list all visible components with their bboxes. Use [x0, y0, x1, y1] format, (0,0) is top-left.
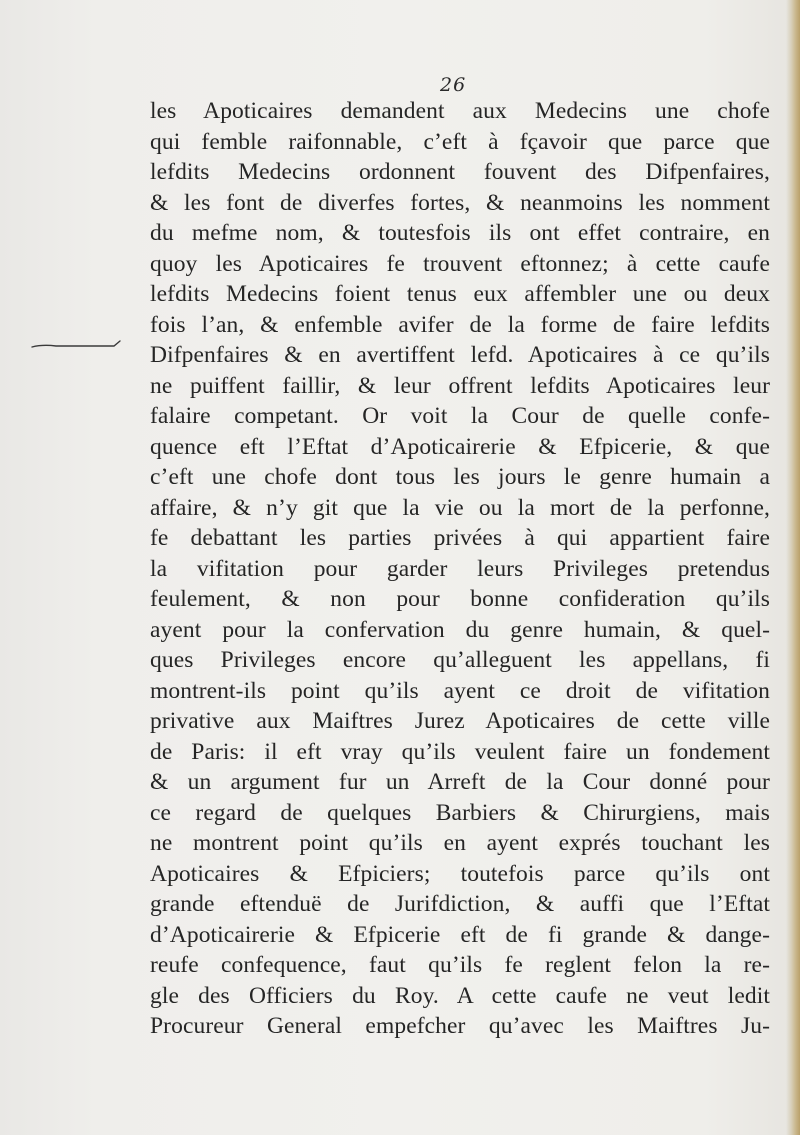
text-line: grande eftenduë de Jurifdiction, & auffi que l’Eftat [150, 891, 770, 917]
text-line: Apoticaires & Efpiciers; toutefois parce qu’ils ont [150, 860, 770, 887]
text-line: feulement, & non pour bonne confideration qu’ils [150, 586, 770, 612]
text-line: ques Privileges encore qu’alleguent les appellans, fi [150, 647, 770, 673]
text-line: qui femble raifonnable, c’eft à fçavoir que parce que [150, 128, 770, 155]
text-line: & un argument fur un Arreft de la Cour donné pour [150, 769, 770, 795]
text-line: la vifitation pour garder leurs Privileges pretendus [150, 555, 770, 582]
text-line: ne puiffent faillir, & leur offrent lefdits Apoticaires leur [150, 372, 770, 399]
margin-mark-icon [30, 338, 122, 356]
text-line: & les font de diverfes fortes, & neanmoins les nomment [150, 189, 770, 216]
text-line: lefdits Medecins ordonnent fouvent des Difpenfaires, [150, 159, 770, 185]
text-line: reufe confequence, faut qu’ils fe reglent felon la re- [150, 952, 770, 978]
text-line: c’eft une chofe dont tous les jours le genre humain a [150, 464, 770, 490]
text-line: ayent pour la confervation du genre humain, & quel- [150, 616, 770, 643]
text-line: ce regard de quelques Barbiers & Chirurgiens, mais [150, 799, 770, 826]
text-line: Procureur General empefcher qu’avec les Maiftres Ju- [150, 1013, 770, 1039]
text-line: quence eft l’Eftat d’Apoticairerie & Efpicerie, & que [150, 433, 770, 460]
text-line: Difpenfaires & en avertiffent lefd. Apoticaires à ce qu’ils [150, 342, 770, 368]
text-line: les Apoticaires demandent aux Medecins une chofe [150, 98, 770, 124]
text-line: lefdits Medecins foient tenus eux affembler une ou deux [150, 281, 770, 307]
text-line: privative aux Maiftres Jurez Apoticaires de cette ville [150, 708, 770, 734]
text-line: d’Apoticairerie & Efpicerie eft de fi grande & dange- [150, 921, 770, 948]
text-line: de Paris: il eft vray qu’ils veulent faire un fondement [150, 738, 770, 765]
text-line: montrent-ils point qu’ils ayent ce droit de vifitation [150, 677, 770, 704]
page-edge [786, 0, 800, 1135]
text-line: gle des Officiers du Roy. A cette caufe ne veut ledit [150, 982, 770, 1009]
text-line: quoy les Apoticaires fe trouvent eftonnez; à cette caufe [150, 250, 770, 277]
text-line: ne montrent point qu’ils en ayent exprés touchant les [150, 830, 770, 856]
text-line: fe debattant les parties privées à qui appartient faire [150, 525, 770, 551]
text-line: du mefme nom, & toutesfois ils ont effet contraire, en [150, 220, 770, 246]
text-line: affaire, & n’y git que la vie ou la mort de la perfonne, [150, 494, 770, 521]
body-text [150, 96, 770, 1042]
text-line: falaire competant. Or voit la Cour de quelle confe- [150, 403, 770, 429]
text-line: fois l’an, & enfemble avifer de la forme de faire lefdits [150, 311, 770, 338]
page-number: 26 [440, 74, 467, 96]
